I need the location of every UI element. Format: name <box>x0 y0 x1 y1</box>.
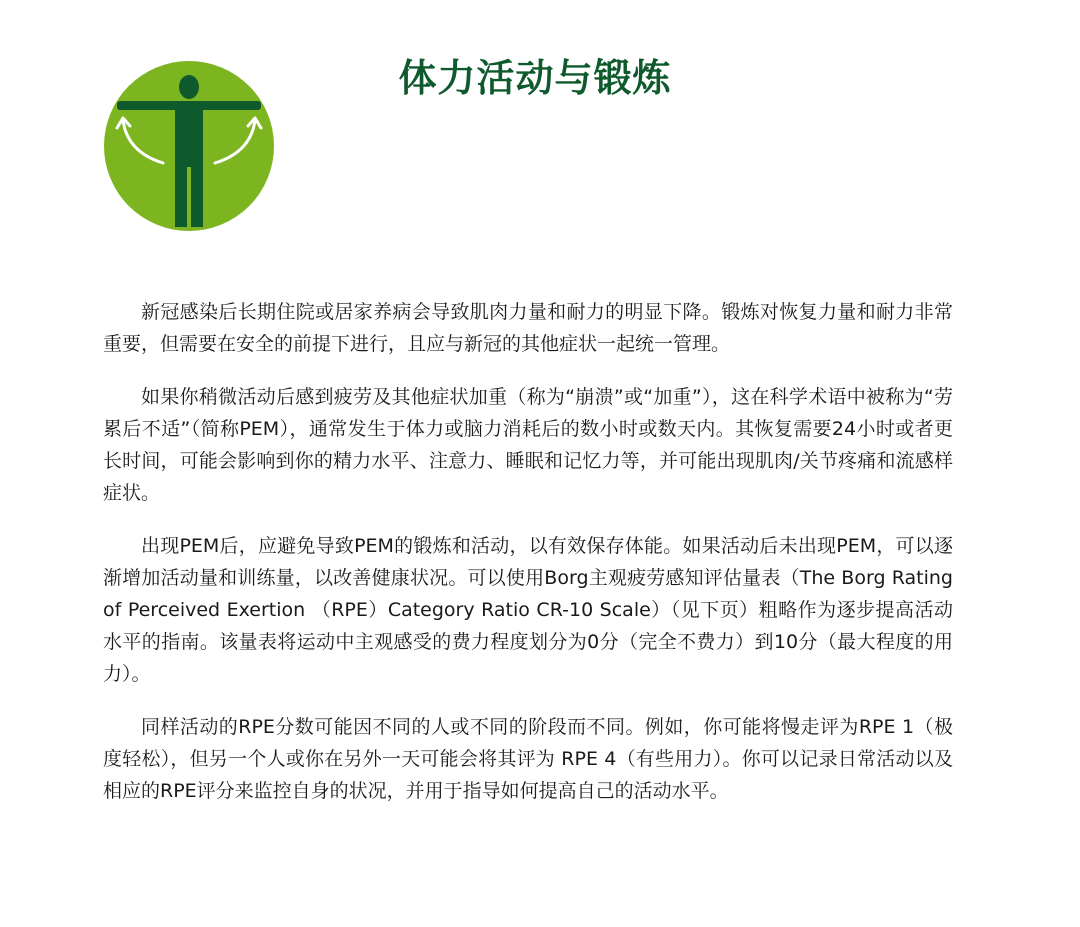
paragraph-pem: 如果你稍微活动后感到疲劳及其他症状加重（称为“崩溃”或“加重”），这在科学术语中被称为“劳累后不适”（简称PEM），通常发生于体力或脑力消耗后的数小时或数天内。其恢复需要24小时或者更长时间，可能会影响到你的精力水平、注意力、睡眠和记忆力等，并可能出现肌肉/关节疼痛和流感样症状。 <box>103 386 953 504</box>
paragraph-intro: 新冠感染后长期住院或居家养病会导致肌肉力量和耐力的明显下降。锻炼对恢复力量和耐力非常重要，但需要在安全的前提下进行，且应与新冠的其他症状一起统一管理。 <box>103 301 953 355</box>
paragraph-borg-scale: 出现PEM后，应避免导致PEM的锻炼和活动，以有效保存体能。如果活动后未出现PEM，可以逐渐增加活动量和训练量，以改善健康状况。可以使用Borg主观疲劳感知评估量表（The Borg Rating of Perceived Exertion （RPE）Category Ratio CR-10 Scale）（见下页）粗略作为逐步提高活动水平的指南。该量表将运动中主观感受的费力程度划分为0分（完全不费力）到10分（最大程度的用力）。 <box>103 535 953 685</box>
paragraph-rpe-examples: 同样活动的RPE分数可能因不同的人或不同的阶段而不同。例如，你可能将慢走评为RPE 1（极度轻松），但另一个人或你在另外一天可能会将其评为 RPE 4（有些用力）。你可以记录日常活动以及相应的RPE评分来监控自身的状况，并用于指导如何提高自己的活动水平。 <box>103 716 953 802</box>
body-text <box>103 296 953 828</box>
page-title: 体力活动与锻炼 <box>398 56 672 100</box>
person-arms-raised-icon <box>103 60 275 232</box>
